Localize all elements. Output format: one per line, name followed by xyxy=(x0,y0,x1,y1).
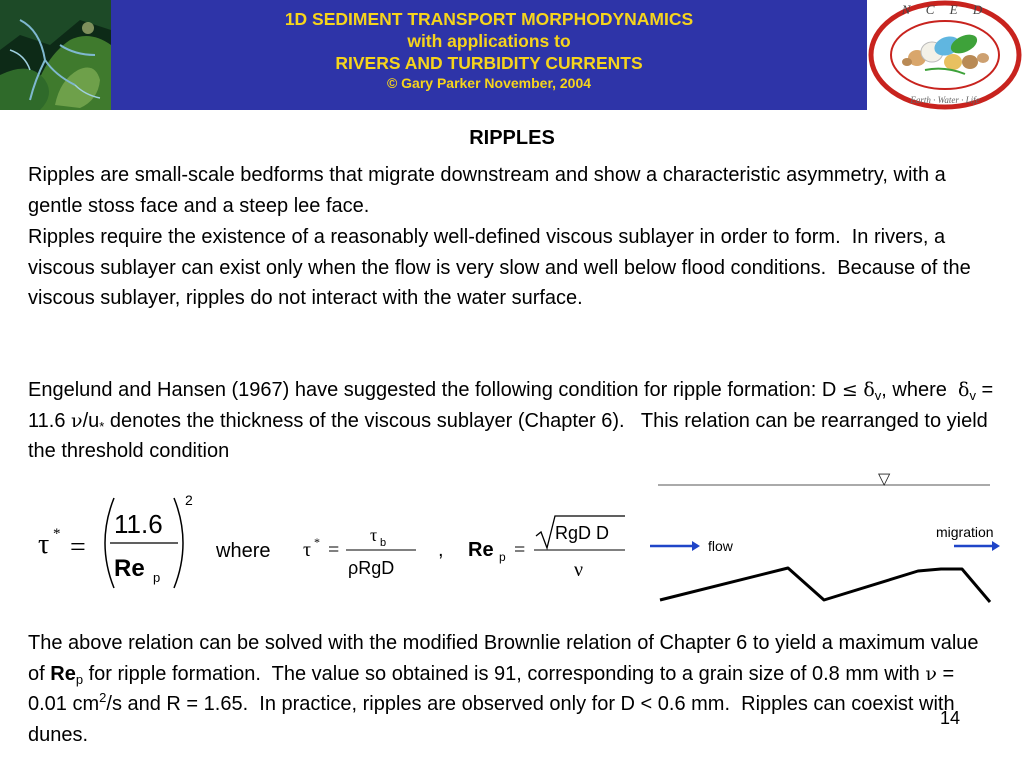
satellite-delta-image xyxy=(0,0,111,110)
header-copyright: © Gary Parker November, 2004 xyxy=(386,75,592,91)
threshold-equation xyxy=(28,488,638,598)
tau-star-def-symbol: τ xyxy=(303,539,312,561)
water-surface-symbol: ▽ xyxy=(878,469,891,488)
where-label: where xyxy=(216,540,271,562)
header-title-line1: 1D SEDIMENT TRANSPORT MORPHODYNAMICS xyxy=(284,9,694,29)
exponent: 2 xyxy=(185,492,193,508)
header-title-line2: with applications to xyxy=(407,31,571,51)
re-symbol: Re xyxy=(114,555,145,582)
comma: , xyxy=(438,539,444,561)
re-def-equals: = xyxy=(514,539,526,561)
paragraph-viscous-sublayer: Ripples require the existence of a reasonably well-defined viscous sublayer in order to form. In rivers, a viscous sublayer can exist only when the flow is very slow and well below flood conditions. Because of the viscous sublayer, ripples do not interact with the water surface. xyxy=(28,226,971,309)
equals-sign: = xyxy=(70,532,86,563)
migration-arrow-head xyxy=(992,541,1000,551)
flow-arrow-head xyxy=(692,541,700,551)
paragraph-engelund-hansen: Engelund and Hansen (1967) have suggested the following condition for ripple formation: $D \le \delta_v$, where $\delta_v = 11.6$ $\nu/u_*$ denotes the thickness of the viscous sublayer (Chapter 6). This relation can be rearranged to yield the threshold condition xyxy=(28,379,994,462)
nu-denominator: ν xyxy=(574,559,584,581)
header-banner xyxy=(111,0,867,110)
header-title-line3: RIVERS AND TURBIDITY CURRENTS xyxy=(335,53,643,73)
star-superscript: * xyxy=(53,526,61,542)
re-subscript: p xyxy=(153,570,161,585)
sqrt-expression: RgD D xyxy=(555,523,610,543)
tau-star-def-star: * xyxy=(314,535,320,549)
ripple-diagram xyxy=(648,460,1008,610)
ripple-bed-profile xyxy=(660,568,990,602)
re-def-subscript: p xyxy=(499,550,506,564)
tau-b-subscript: b xyxy=(380,537,387,549)
re-def-symbol: Re xyxy=(468,539,494,561)
logo-motto: Earth · Water · Life xyxy=(910,95,980,105)
page-title: RIPPLES xyxy=(469,127,555,149)
tau-star-symbol: τ xyxy=(38,529,50,560)
paragraph-ripple-definition: Ripples are small-scale bedforms that migrate downstream and show a characteristic asymmetry, with a gentle stoss face and a steep lee face. xyxy=(28,164,946,217)
logo-letters: N C E D xyxy=(901,2,989,17)
numerator-value: 11.6 xyxy=(114,509,163,539)
flow-label: flow xyxy=(708,538,733,554)
tau-b-symbol: τ xyxy=(370,525,378,545)
tau-star-def-equals: = xyxy=(328,539,340,561)
paragraph-brownlie-result: The above relation can be solved with the modified Brownlie relation of Chapter 6 to yield a maximum value of $Re_p$ for ripple formation. The value so obtained is 91, corresponding to a grain size of 0.8 mm with ν = 0.01 $cm^2/s$ and R = 1.65. In practice, ripples are observed only for D < 0.6 mm. Ripples can coexist with dunes. xyxy=(28,632,979,746)
rho-rgd-denominator: ρRgD xyxy=(348,558,395,578)
nced-logo xyxy=(867,0,1024,110)
page-number: 14 xyxy=(940,708,961,728)
migration-label: migration xyxy=(936,524,994,540)
